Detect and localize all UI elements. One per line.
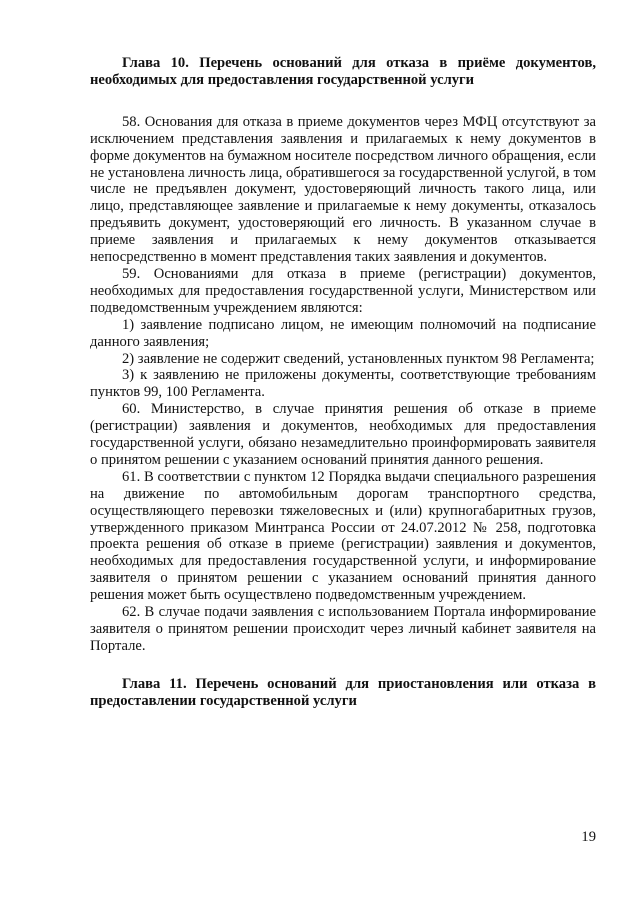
document-page	[90, 55, 596, 710]
paragraph-62: 62. В случае подачи заявления с использованием Портала информирование заявителя о принятом решении происходит через личный кабинет заявителя на Портале.	[90, 604, 596, 654]
paragraph-60: 60. Министерство, в случае принятия решения об отказе в приеме (регистрации) заявления и документов, необходимых для предоставления государственной услуги, обязано незамедлительно проинформировать заявителя о принятом решении с указанием оснований принятия данного решения.	[90, 401, 596, 468]
paragraph-58: 58. Основания для отказа в приеме документов через МФЦ отсутствуют за исключением представления заявления и прилагаемых к нему документов в форме документов на бумажном носителе посредством личного обращения, если не установлена личность лица, обратившегося за государственной услугой, в том числе не предъявлен документ, удостоверяющий личность такого лица, или лицо, представляющее заявление и прилагаемые к нему документы, отказалось предъявить документ, удостоверяющий его личность. В указанном случае в приеме заявления и прилагаемых к нему документов отказывается непосредственно в момент представления таких заявления и документов.	[90, 113, 596, 266]
paragraph-59-item-3: 3) к заявлению не приложены документы, соответствующие требованиям пунктов 99, 100 Регламента.	[90, 367, 596, 401]
chapter-11-heading: Глава 11. Перечень оснований для приостановления или отказа в предоставлении государственной услуги	[90, 675, 596, 709]
paragraph-59-item-1: 1) заявление подписано лицом, не имеющим полномочий на подписание данного заявления;	[90, 316, 596, 350]
paragraph-59-item-2: 2) заявление не содержит сведений, установленных пунктом 98 Регламента;	[122, 350, 595, 367]
paragraph-61: 61. В соответствии с пунктом 12 Порядка выдачи специального разрешения на движение по автомобильным дорогам транспортного средства, осуществляющего перевозки тяжеловесных и (или) крупногабаритных грузов, утвержденного приказом Минтранса России от 24.07.2012 № 258, подготовка проекта решения об отказе в приеме (регистрации) заявления и документов, необходимых для предоставления государственной услуги, и информирование заявителя о принятом решении с указанием оснований принятия данного решения может быть осуществлено подведомственным учреждением.	[90, 468, 596, 604]
paragraph-59: 59. Основаниями для отказа в приеме (регистрации) документов, необходимых для предоставления государственной услуги, Министерством или подведомственным учреждением являются:	[90, 265, 596, 316]
page-number: 19	[581, 829, 596, 845]
chapter-10-heading: Глава 10. Перечень оснований для отказа в приёме документов, необходимых для предоставления государственной услуги	[90, 55, 596, 88]
